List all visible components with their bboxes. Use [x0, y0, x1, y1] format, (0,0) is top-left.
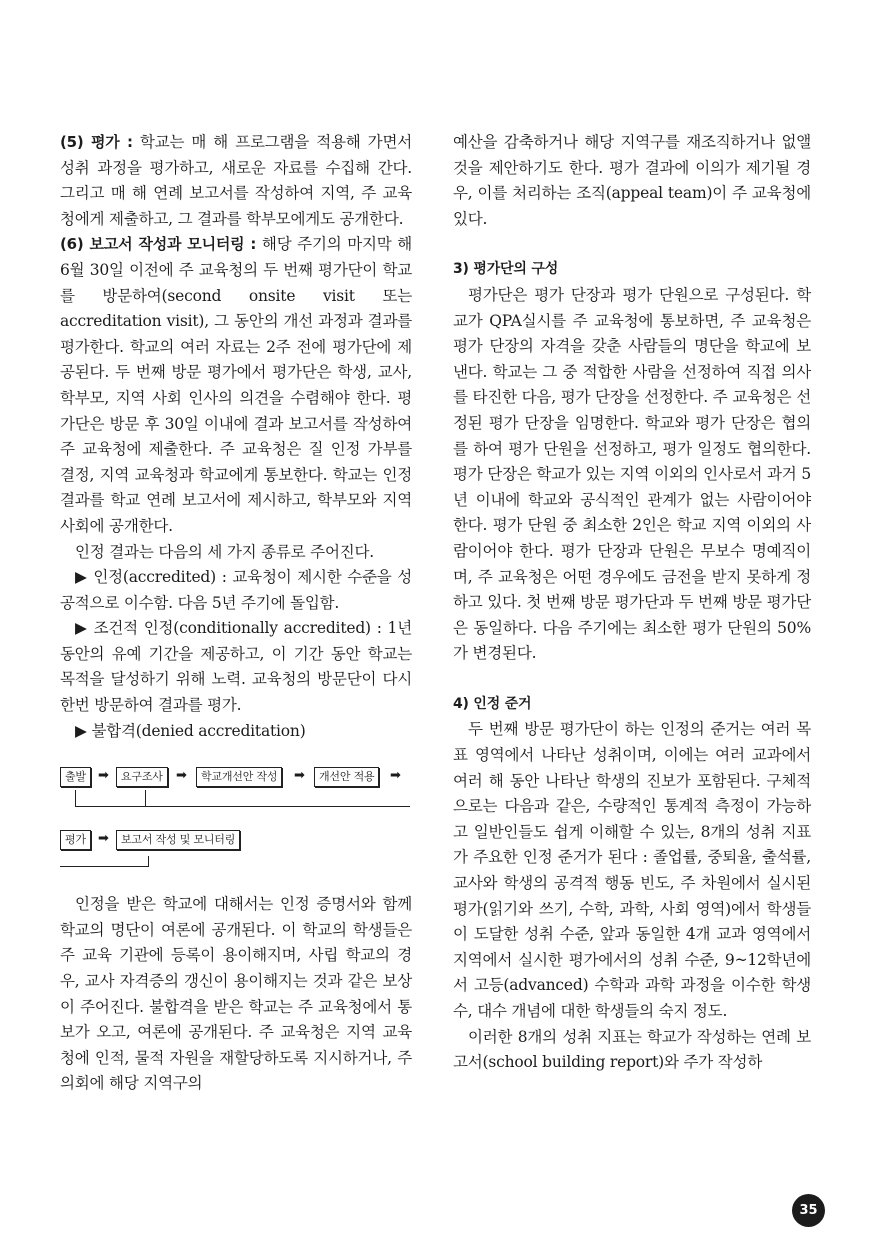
- heading-report-monitoring: (6) 보고서 작성과 모니터링 :: [60, 235, 257, 254]
- flow-box-apply: 개선안 적용: [314, 767, 379, 787]
- flow-arrow-icon: ➡: [176, 768, 187, 784]
- flow-arrow-icon: ➡: [98, 831, 109, 847]
- paragraph-team-composition: 평가단은 평가 단장과 평가 단원으로 구성된다. 학교가 QPA실시를 주 교육청에 통보하면, 주 교육청은 평가 단장의 자격을 갖춘 사람들의 명단을 학교에 보낸다. 학교는 그 중 적합한 사람을 선정하여 직접 의사를 타진한 다음, 평가 단장을 선정한다. 주 교육청은 선정된 평가 단장을 임명한다. 학교와 평가 단장은 협의를 하여 평가 단원을 선정하고, 평가 일정도 협의한다. 평가 단장은 학교가 있는 지역 이외의 인사로서 과거 5년 이내에 학교와 공식적인 관계가 없는 사람이어야 한다. 평가 단원 중 최소한 2인은 학교 지역 이외의 사람이어야 한다. 평가 단장과 단원은 무보수 명예직이며, 주 교육청은 어떤 경우에도 금전을 받지 못하게 정하고 있다. 첫 번째 방문 평가단과 두 번째 방문 평가단은 동일하다. 다음 주기에는 최소한 평가 단원의 50%가 변경된다.: [453, 285, 811, 663]
- flow-box-start: 출발: [60, 767, 91, 787]
- flow-box-report: 보고서 작성 및 모니터링: [116, 830, 240, 850]
- feedback-line: [60, 866, 148, 867]
- paragraph-accreditation-outcomes: 인정을 받은 학교에 대해서는 인정 증명서와 함께 학교의 명단이 여론에 공개된다. 이 학교의 학생들은 주 교육 기관에 등록이 용이해지며, 사립 학교의 경우, 교사 자격증의 갱신이 용이해지는 것과 같은 보상이 주어진다. 불합격을 받은 학교는 주 교육청에서 통보가 오고, 여론에 공개된다. 주 교육청은 지역 교육청에 인적, 물적 자원을 재할당하도록 지시하거나, 주 의회에 해당 지역구의: [60, 895, 412, 1093]
- heading-evaluation: (5) 평가 :: [60, 133, 133, 151]
- paragraph-criteria: 두 번째 방문 평가단이 하는 인정의 준거는 여러 목표 영역에서 나타난 성취이며, 이에는 여러 교과에서 여러 해 동안 나타난 학생의 진보가 포함된다. 구체적으로는 다음과 같은, 수량적인 통계적 측정이 가능하고 일반인들도 쉽게 이해할 수 있는, 8개의 성취 지표가 주요한 인정 준거가 된다 : 졸업률, 중퇴율, 출석률, 교사와 학생의 공격적 행동 빈도, 주 차원에서 실시된 평가(읽기와 쓰기, 수학, 과학, 사회 영역)에서 학생들이 도달한 성취 수준, 앞과 동일한 4개 교과 영역에서 지역에서 실시한 평가에서의 성취 수준, 9~12학년에서 고등(advanced) 수학과 과학 과정을 이수한 학생 수, 대수 개념에 대한 학생들의 숙지 정도.: [453, 720, 811, 1020]
- bullet-conditional: [60, 616, 412, 718]
- flow-arrow-icon: ➡: [294, 768, 305, 784]
- flow-arrow-icon: ➡: [98, 768, 109, 784]
- bullet-denied: ▶ 불합격(denied accreditation): [75, 721, 306, 740]
- right-column: [453, 130, 811, 1076]
- paragraph-evaluation: [60, 130, 412, 232]
- paragraph-result-types: 인정 결과는 다음의 세 가지 종류로 주어진다.: [75, 542, 375, 561]
- feedback-line: [145, 790, 146, 806]
- feedback-line: [148, 856, 149, 867]
- flow-box-eval: 평가: [60, 830, 91, 850]
- paragraph-budget: 예산을 감축하거나 해당 지역구를 재조직하거나 없앨 것을 제안하기도 한다. 평가 결과에 이의가 제기될 경우, 이를 처리하는 조직(appeal team)이 주 교육청에 있다.: [453, 133, 811, 228]
- process-flow-diagram: [60, 752, 412, 882]
- feedback-line: [75, 806, 410, 807]
- bullet-text: 1년 동안의 유예 기간을 제공하고, 이 기간 동안 학교는 목적을 달성하기 위해 노력. 교육청의 방문단이 다시 한번 방문하여 결과를 평가.: [60, 619, 412, 715]
- paragraph-text: 학교는 매 해 프로그램을 적용해 가면서 성취 과정을 평가하고, 새로운 자료를 수집해 간다. 그리고 매 해 연례 보고서를 작성하여 지역, 주 교육청에게 제출하고, 그 결과를 학부모에게도 공개한다.: [60, 133, 412, 228]
- flow-box-plan: 학교개선안 작성: [196, 767, 282, 787]
- flow-box-needs: 요구조사: [116, 767, 168, 787]
- bullet-accredited: [60, 565, 412, 616]
- flow-arrow-icon: ➡: [390, 768, 401, 784]
- feedback-line: [75, 790, 76, 806]
- bullet-head: ▶ 인정(accredited) :: [75, 568, 227, 587]
- bullet-head: ▶ 조건적 인정(conditionally accredited) :: [75, 619, 382, 638]
- paragraph-text: 해당 주기의 마지막 해 6월 30일 이전에 주 교육청의 두 번째 평가단이 학교를 방문하여(second onsite visit 또는 accreditation visit), 그 동안의 개선 과정과 결과를 평가한다. 학교의 여러 자료는 2주 전에 평가단에 제공된다. 두 번째 방문 평가에서 평가단은 학생, 교사, 학부모, 지역 사회 인사의 의견을 수렴해야 한다. 평가단은 방문 후 30일 이내에 결과 보고서를 작성하여 주 교육청에 제출한다. 주 교육청은 질 인정 가부를 결정, 지역 교육청과 학교에게 통보한다. 학교는 인정 결과를 학교 연례 보고서에 제시하고, 학부모와 지역 사회에 공개한다.: [60, 235, 412, 535]
- heading-criteria: 4) 인정 준거: [453, 695, 532, 712]
- paragraph-indicators: 이러한 8개의 성취 지표는 학교가 작성하는 연례 보고서(school building report)와 주가 작성하: [453, 1027, 811, 1072]
- heading-team-composition: 3) 평가단의 구성: [453, 261, 559, 278]
- bullet-text: 교육청이 제시한 수준을 성공적으로 이수함. 다음 5년 주기에 돌입함.: [60, 568, 412, 612]
- left-column: [60, 130, 412, 1097]
- page-number: 35: [792, 1194, 825, 1227]
- paragraph-report-monitoring: [60, 232, 412, 539]
